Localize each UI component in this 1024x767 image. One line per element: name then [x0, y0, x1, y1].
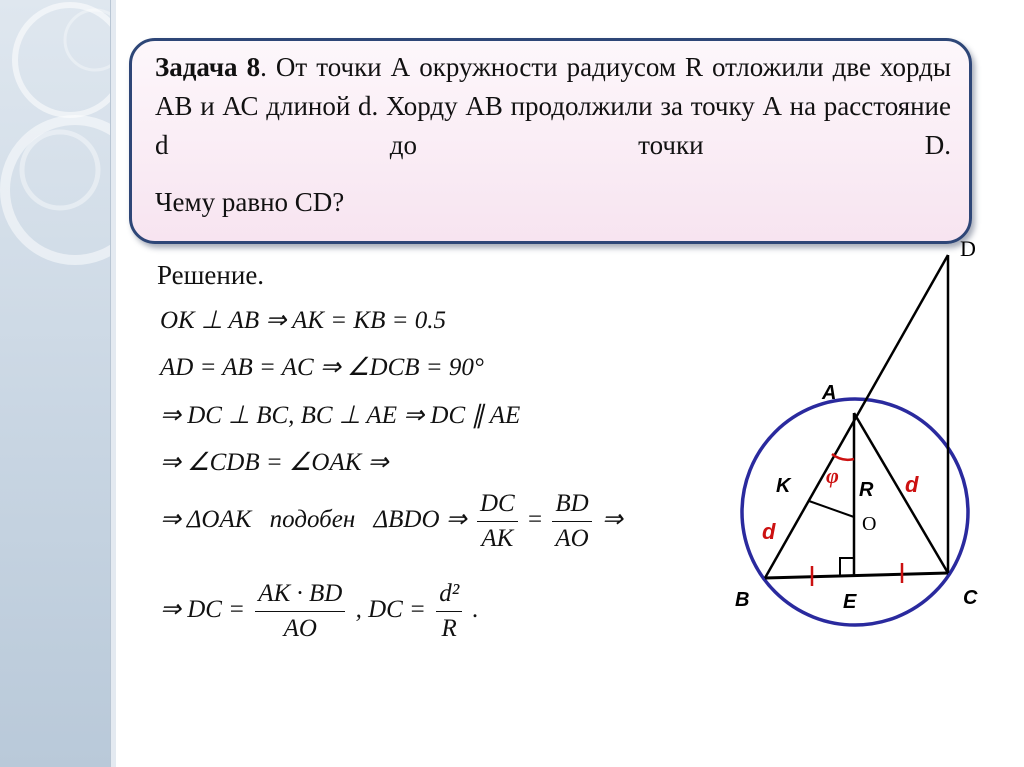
formula-line-2: AD = AB = AC ⇒ ∠DCB = 90°: [160, 354, 484, 381]
solution-heading: Решение.: [157, 260, 265, 290]
label-d-point: D: [960, 240, 976, 261]
label-e: E: [843, 591, 857, 613]
label-r: R: [859, 479, 874, 501]
result-suffix: .: [472, 596, 479, 624]
equals-sign: =: [527, 506, 543, 534]
fraction-ak-bd-ao: [255, 580, 345, 643]
segment-ok: [809, 501, 854, 517]
fraction-denominator: AO: [555, 525, 589, 552]
fraction-bd-ao: [552, 490, 591, 553]
strip-divider: [110, 0, 116, 767]
fraction-numerator: d²: [436, 580, 462, 612]
result-prefix: ⇒ DC =: [160, 596, 246, 624]
similarity-mid: ΔBDO ⇒: [373, 506, 467, 534]
label-d-right: d: [905, 472, 919, 497]
problem-statement: [155, 48, 951, 165]
formula-line-1: OK ⊥ AB ⇒ AK = KB = 0.5: [160, 307, 446, 334]
formula-line-3: ⇒ DC ⊥ BC, BC ⊥ AE ⇒ DC ∥ AE: [160, 402, 521, 429]
fraction-denominator: AK: [481, 525, 514, 552]
problem-question: Чему равно CD?: [155, 187, 345, 217]
right-angle-mark: [840, 558, 854, 576]
label-b: B: [735, 589, 750, 611]
geometry-diagram: [720, 240, 1020, 660]
label-d-left: d: [762, 519, 776, 544]
formula-similarity: [160, 490, 623, 553]
result-mid: , DC =: [355, 596, 426, 624]
fraction-numerator: BD: [552, 490, 591, 522]
fraction-numerator: AK · BD: [255, 580, 345, 612]
problem-body: . От точки А окружности радиусом R отложили две хорды AB и АС длиной d. Хорду AB продолжили за точку А на расстояние d до точки D.: [155, 52, 951, 160]
formula-line-4: ⇒ ∠CDB = ∠OAK ⇒: [160, 449, 389, 476]
fraction-numerator: DC: [477, 490, 518, 522]
problem-title: Задача 8: [155, 52, 261, 82]
fraction-d2-r: [436, 580, 462, 643]
label-a: A: [822, 382, 837, 404]
decorative-rings: [0, 0, 112, 767]
fraction-denominator: R: [441, 615, 457, 642]
angle-arc-phi: [832, 454, 854, 460]
label-k: K: [776, 475, 791, 497]
label-phi: φ: [826, 463, 839, 488]
formula-result: [160, 580, 479, 643]
label-o: O: [862, 513, 877, 535]
chord-bc: [765, 573, 948, 578]
similarity-suffix: ⇒: [601, 506, 623, 534]
decorative-side-strip: [0, 0, 112, 767]
similarity-prefix: ⇒ ΔOAK: [160, 506, 252, 534]
similarity-word: подобен: [269, 506, 356, 534]
fraction-dc-ak: [477, 490, 518, 553]
label-c: C: [963, 587, 978, 609]
fraction-denominator: AO: [283, 615, 317, 642]
